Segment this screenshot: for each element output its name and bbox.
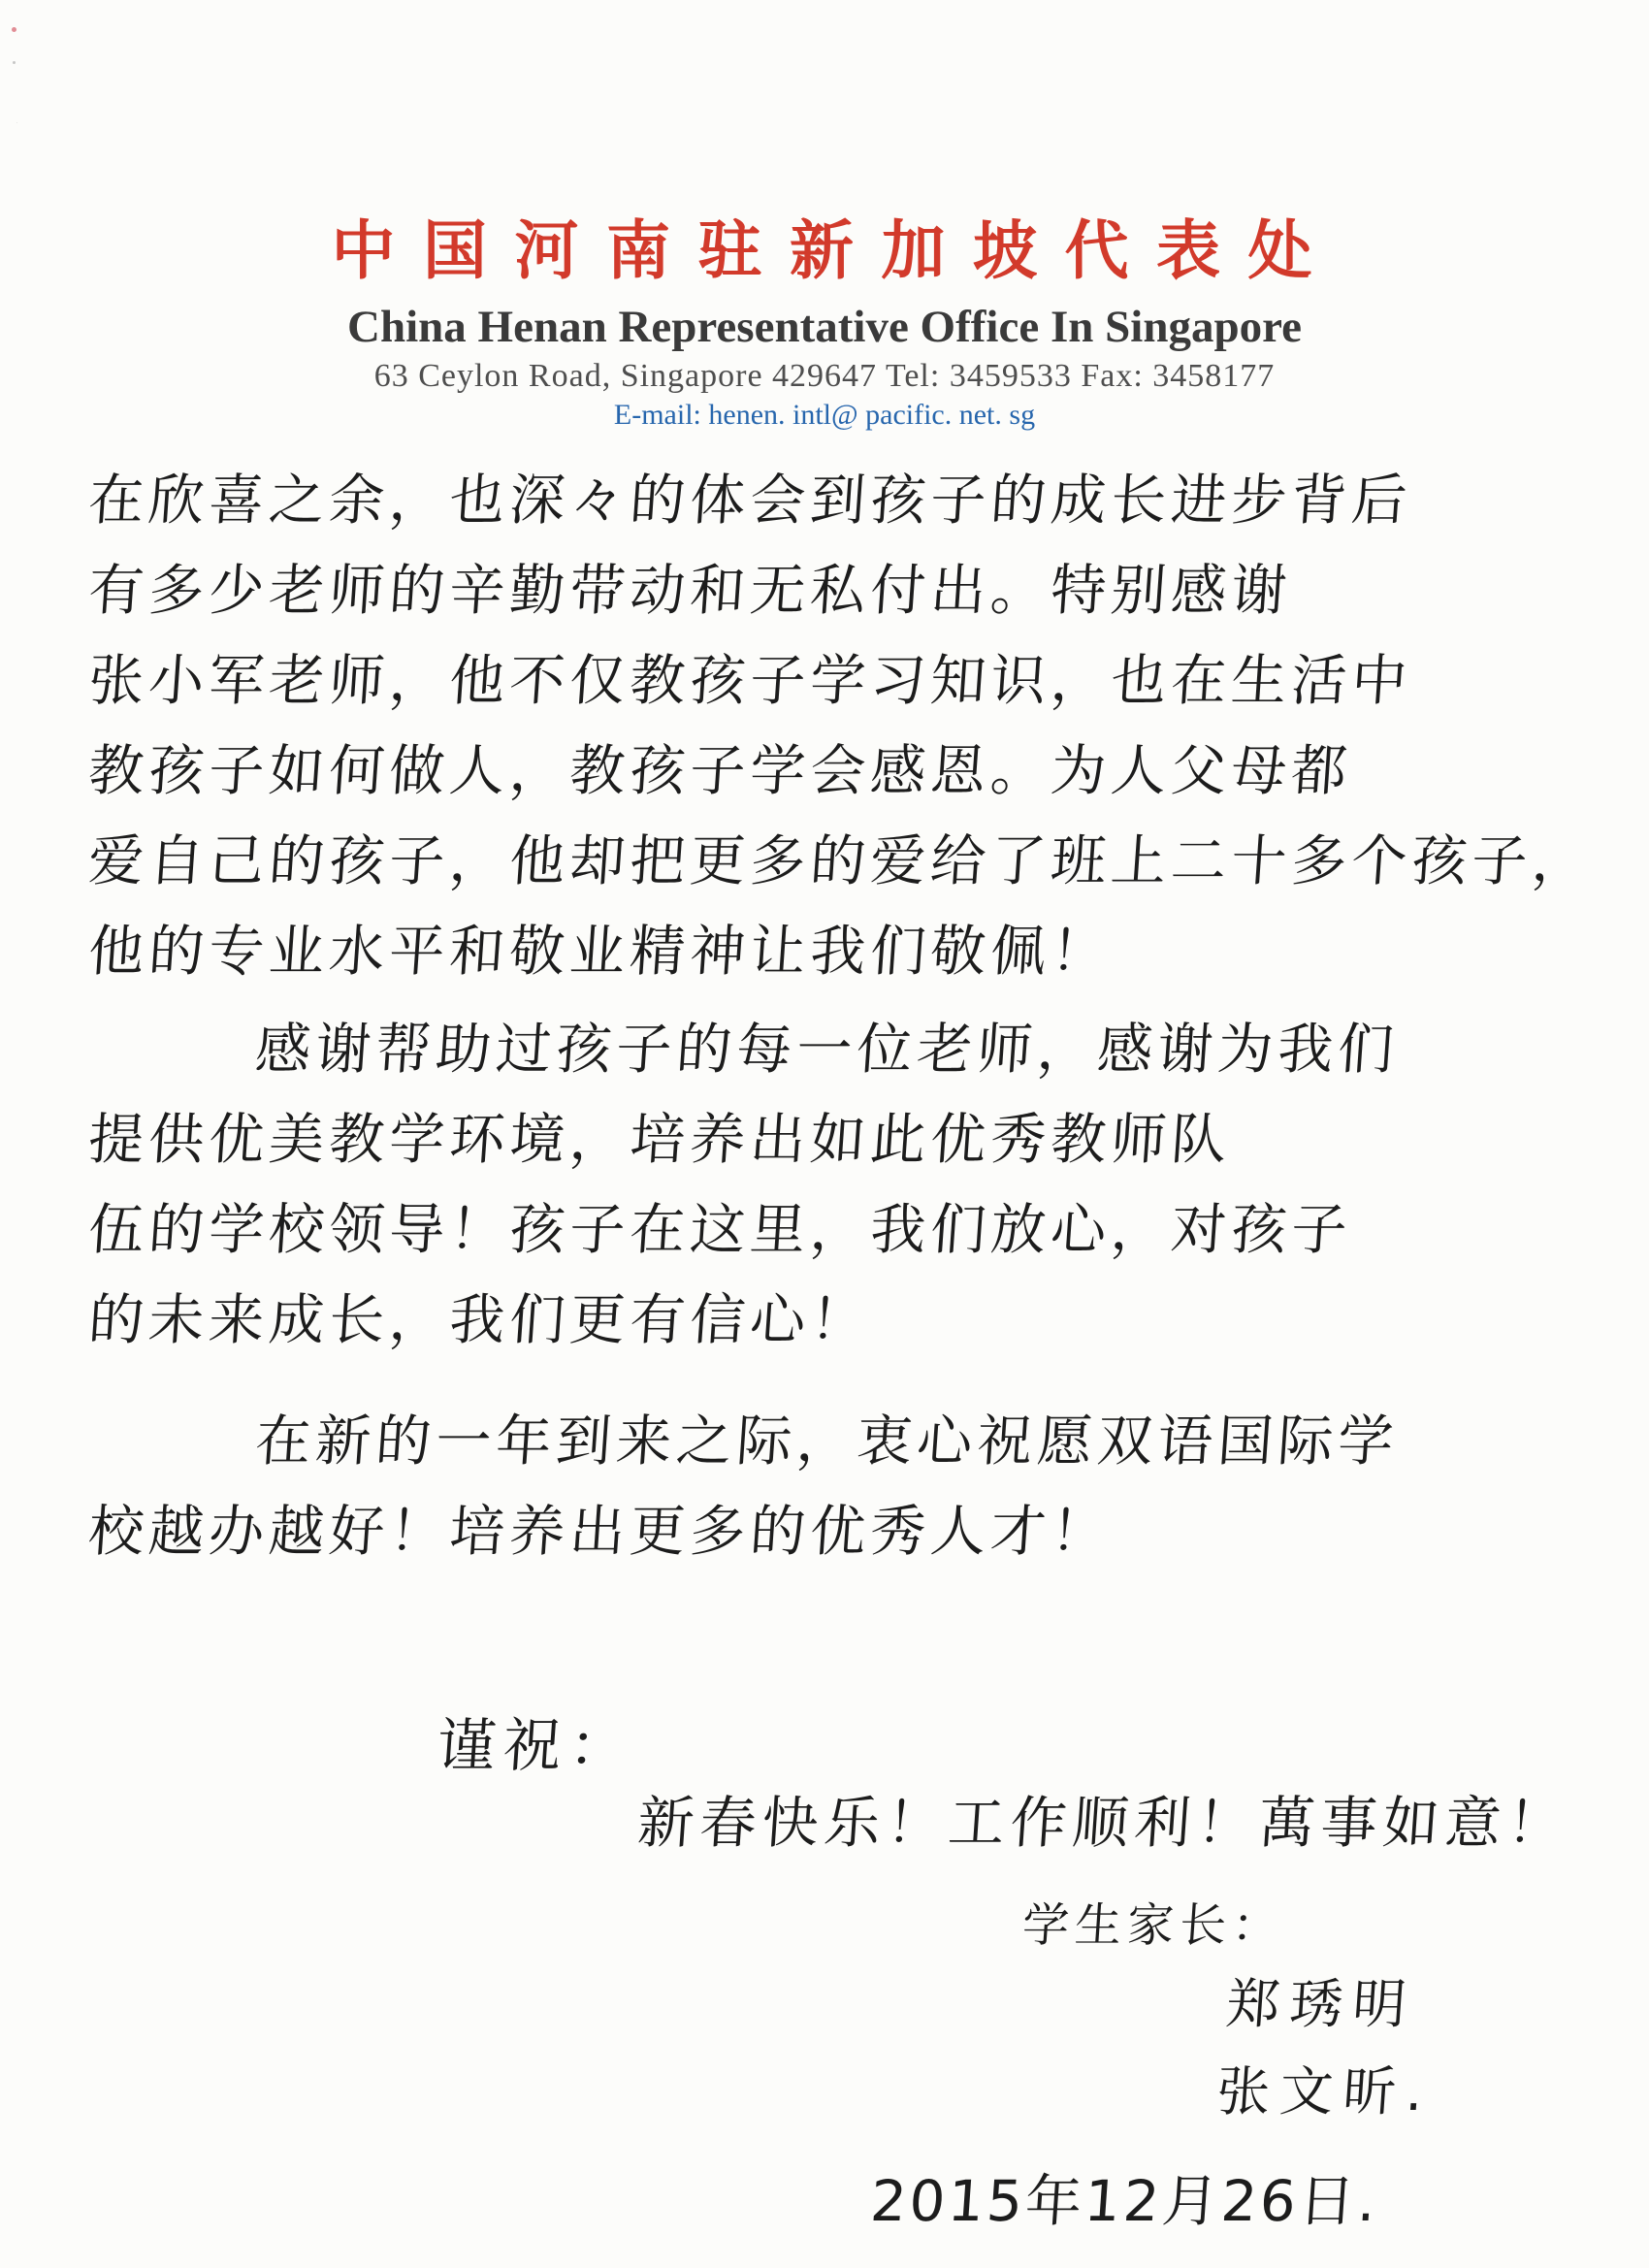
letterhead — [0, 211, 1649, 433]
body-line: 提供优美教学环境，培养出如此优秀教师队 — [85, 1108, 1234, 1172]
letterhead-email: E-mail: henen. intl@ pacific. net. sg — [613, 399, 1036, 431]
letterhead-address: 63 Ceylon Road, Singapore 429647 Tel: 3459533 Fax: 3458177 — [373, 358, 1276, 394]
body-line: 爱自己的孩子，他却把更多的爱给了班上二十多个孩子， — [85, 829, 1595, 893]
body-line: 有多少老师的辛勤带动和无私付出。特别感谢 — [85, 559, 1294, 623]
letterhead-title-chinese: 中 国 河 南 驻 新 加 坡 代 表 处 — [331, 216, 1318, 287]
letter-date: 2015年12月26日. — [868, 2168, 1381, 2234]
signature-parent-1: 郑琇明 — [1224, 1973, 1418, 2035]
body-line: 校越办越好！培养出更多的优秀人才！ — [85, 1500, 1114, 1564]
letter-body — [85, 456, 1600, 1577]
body-line: 伍的学校领导！孩子在这里，我们放心，对孩子 — [85, 1198, 1354, 1262]
body-line: 教孩子如何做人，教孩子学会感恩。为人父母都 — [85, 739, 1354, 803]
body-line: 感谢帮助过孩子的每一位老师，感谢为我们 — [252, 1018, 1401, 1082]
body-line: 的未来成长，我们更有信心！ — [85, 1288, 873, 1352]
signoff-label: 学生家长： — [1020, 1898, 1287, 1953]
closing-greeting: 新春快乐！工作顺利！萬事如意！ — [635, 1790, 1571, 1856]
signature-parent-2: 张文昕. — [1214, 2060, 1436, 2122]
body-line: 他的专业水平和敬业精神让我们敬佩！ — [85, 920, 1114, 984]
closing-salute: 谨祝： — [435, 1712, 638, 1780]
body-line: 张小军老师，他不仅教孩子学习知识，也在生活中 — [85, 649, 1414, 713]
letterhead-title-english: China Henan Representative Office In Singapore — [347, 302, 1302, 352]
body-line: 在新的一年到来之际，衷心祝愿双语国际学 — [252, 1409, 1401, 1474]
body-line: 在欣喜之余，也深々的体会到孩子的成长进步背后 — [85, 469, 1414, 533]
